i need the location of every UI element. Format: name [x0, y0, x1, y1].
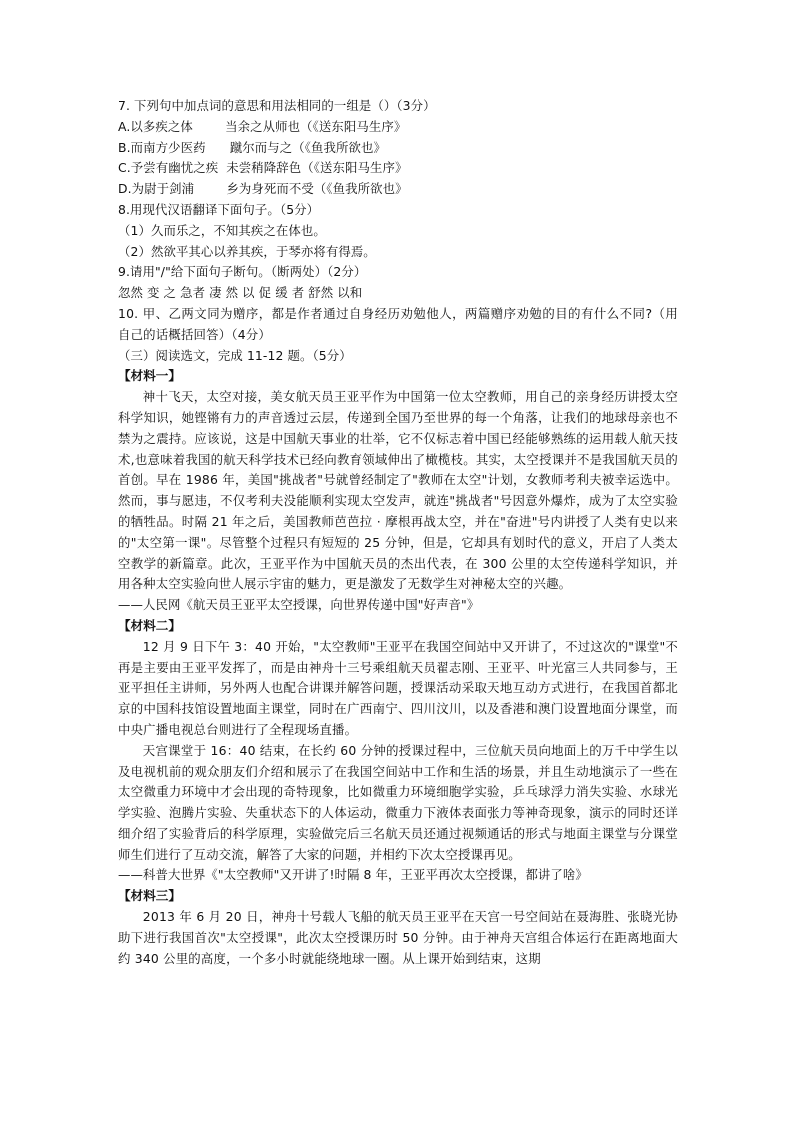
material-2-source: ——科普大世界《"太空教师"又开讲了!时隔 8 年，王亚平再次太空授课，都讲了啥》: [118, 867, 588, 883]
material-1-header: 【材料一】: [118, 368, 181, 384]
material-2-header: 【材料二】: [118, 617, 181, 633]
question-8-item-2: （2）然欲平其心以养其疾，于琴亦将有得焉。: [118, 243, 376, 259]
question-9-sentence: 忽然 变 之 急者 凄 然 以 促 缓 者 舒然 以和: [118, 285, 363, 301]
material-1-source: ——人民网《航天员王亚平太空授课，向世界传递中国"好声音"》: [118, 597, 480, 613]
question-8: 8.用现代汉语翻译下面句子。（5分）: [118, 201, 320, 217]
material-3-paragraph-1: 2013 年 6 月 20 日，神舟十号载人飞船的航天员王亚平在天宫一号空间站在聂海胜、张晓光协助下进行我国首次"太空授课"，此次太空授课历时 50 分钟。由于神舟天宫组合体运行在距离地面大约 340 公里的高度，一个多小时就能绕地球一圈。从上课开始到结束，这期: [118, 909, 678, 966]
option-d: D.为尉于剑浦 乡为身死而不受（《鱼我所欲也》: [118, 181, 408, 197]
material-1-body: 神十飞天，太空对接，美女航天员王亚平作为中国第一位太空教师，用自己的亲身经历讲授太空科学知识，她铿锵有力的声音透过云层，传递到全国乃至世界的每一个角落，让我们的地球母亲也不禁为之震持。应该说，这是中国航天事业的壮举，它不仅标志着中国已经能够熟练的运用载人航天技术,也意味着我国的航天科学技术已经向教育领域伸出了橄榄枝。其实，太空授课并不是我国航天员的首创。早在 1986 年，美国"挑战者"号就曾经制定了"教师在太空"计划，女教师考利夫被幸运选中。然而，事与愿违，不仅考利夫没能顺利实现太空发声，就连"挑战者"号因意外爆炸，成为了太空实验的牺牲品。时隔 21 年之后，美国教师芭芭拉 · 摩根再战太空，并在"奋进"号内讲授了人类有史以来的"太空第一课"。尽管整个过程只有短短的 25 分钟，但是，它却具有划时代的意义，开启了人类太空教学的新篇章。此次，王亚平作为中国航天员的杰出代表，在 300 公里的太空传递科学知识，并用各种太空实验向世人展示宇宙的魅力，更是激发了无数学生对神秘太空的兴趣。: [118, 389, 678, 592]
material-3-header: 【材料三】: [118, 888, 181, 904]
material-2-paragraph-2: 天宫课堂于 16：40 结束，在长约 60 分钟的授课过程中，三位航天员向地面上的万千中学生以及电视机前的观众朋友们介绍和展示了在我国空间站中工作和生活的场景，并且生动地演示了一些在太空微重力环境中才会出现的奇特现象，比如微重力环境细胞学实验，乒乓球浮力消失实验、水球光学实验、泡腾片实验、失重状态下的人体运动，微重力下液体表面张力等神奇现象，演示的同时还详细介绍了实验背后的科学原理，实验做完后三名航天员还通过视频通话的形式与地面主课堂与分课堂师生们进行了互动交流，解答了大家的问题，并相约下次太空授课再见。: [118, 742, 678, 862]
option-b: B.而南方少医药 蹴尔而与之（《鱼我所欲也》: [118, 139, 386, 155]
option-c: C.予尝有幽忧之疾 未尝稍降辞色（《送东阳马生序》: [118, 160, 408, 176]
question-10: 10. 甲、乙两文同为赠序，都是作者通过自身经历劝勉他人，两篇赠序劝勉的目的有什么不同?（用自己的话概括回答）（4分）: [118, 305, 678, 342]
question-7: 7. 下列句中加点词的意思和用法相同的一组是（）（3分）: [118, 98, 436, 113]
material-2-paragraph-1: 12 月 9 日下午 3：40 开始，"太空教师"王亚平在我国空间站中又开讲了，不过这次的"课堂"不再是主要由王亚平发挥了，而是由神舟十三号乘组航天员翟志刚、王亚平、叶光富三人共同参与，王亚平担任主讲师，另外两人也配合讲课并解答问题，授课活动采取天地互动方式进行，在我国首都北京的中国科技馆设置地面主课堂，同时在广西南宁、四川汶川，以及香港和澳门设置地面分课堂，而中央广播电视总台则进行了全程现场直播。: [118, 638, 678, 737]
document-page: [118, 96, 678, 969]
section-3-heading: （三）阅读选文，完成 11-12 题。（5分）: [118, 347, 352, 363]
question-8-item-1: （1）久而乐之，不知其疾之在体也。: [118, 222, 326, 238]
question-9: 9.请用"/"给下面句子断句。（断两处）（2分）: [118, 264, 367, 280]
option-a: A.以多疾之体 当余之从师也（《送东阳马生序》: [118, 118, 407, 134]
